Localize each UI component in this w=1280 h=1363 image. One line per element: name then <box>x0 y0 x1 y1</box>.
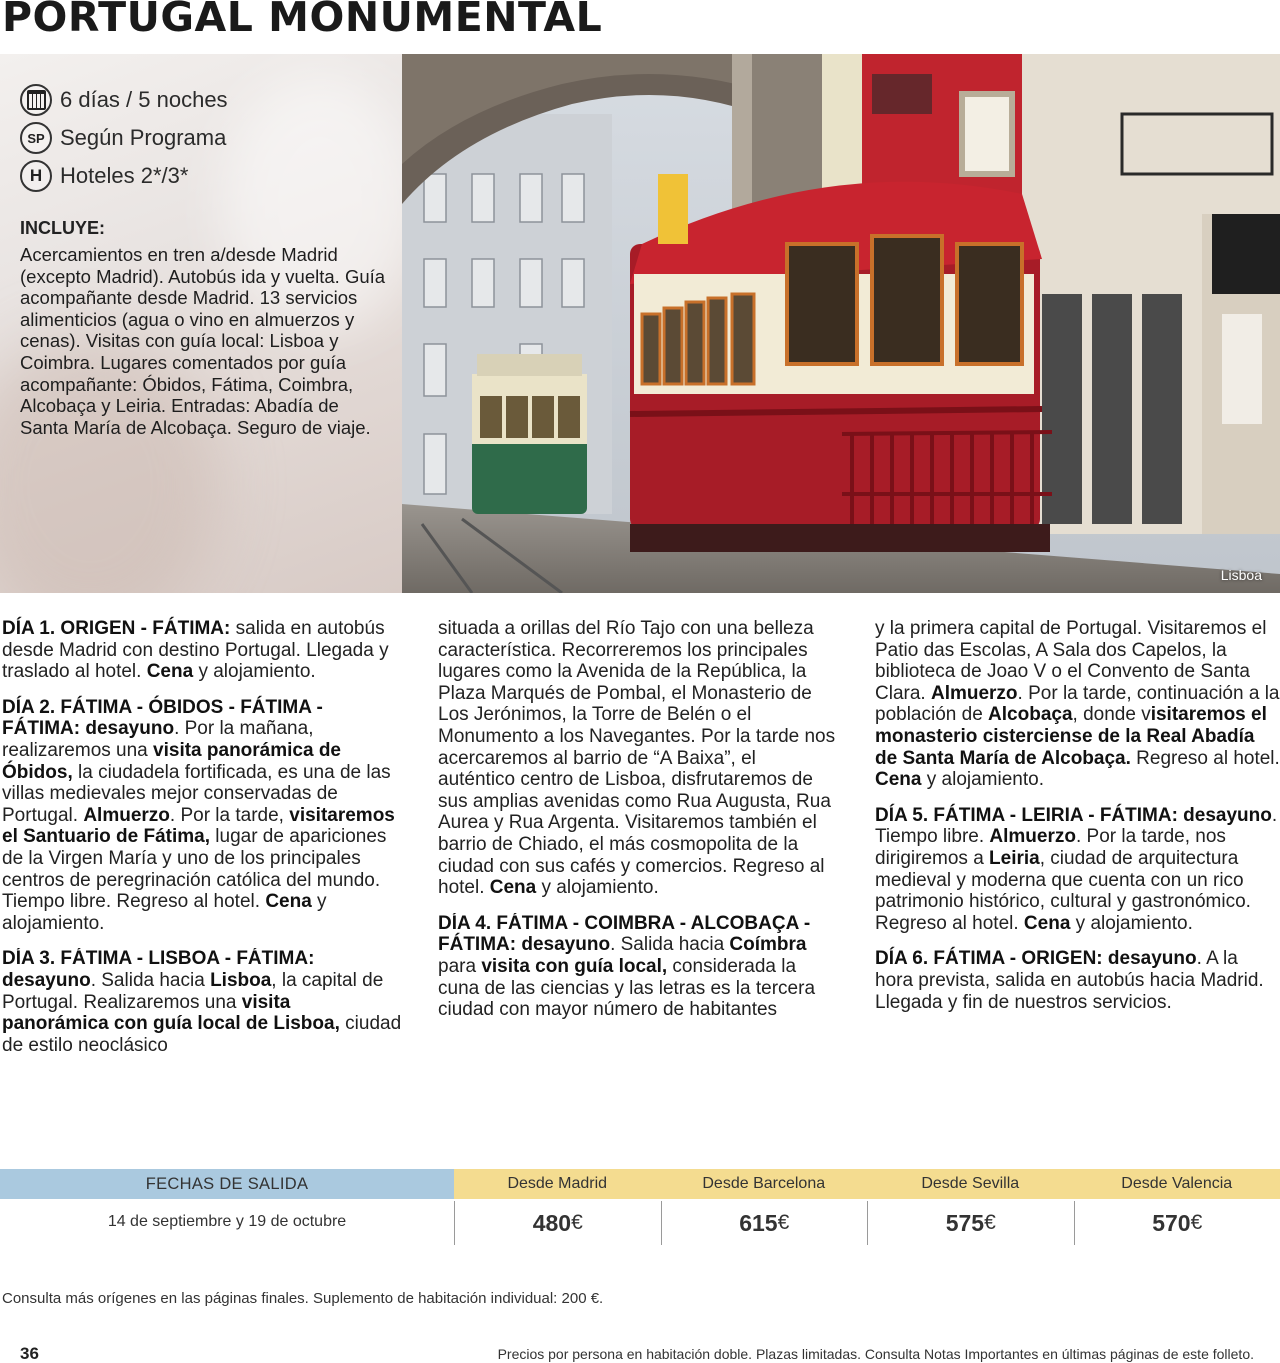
dates-header: FECHAS DE SALIDA <box>0 1169 454 1199</box>
day-bold: visitaremos el Santuario de Fátima, <box>2 804 395 848</box>
day-text: , la capital de Portugal. Realizaremos una <box>2 969 384 1013</box>
day-bold: Cena <box>875 769 922 791</box>
price-value: 480 <box>532 1209 572 1236</box>
price-value: 615 <box>739 1209 778 1236</box>
day-heading: DÍA 5. FÁTIMA - LEIRIA - FÁTIMA: desayuno <box>875 804 1272 826</box>
hotel-icon: H <box>20 160 52 192</box>
price-cell <box>661 1201 868 1245</box>
day-heading: DÍA 1. ORIGEN - FÁTIMA: <box>2 618 231 639</box>
day-text: y alojamiento. <box>536 877 659 899</box>
calendar-icon <box>20 84 52 116</box>
hotels-text: Hoteles 2*/3* <box>60 163 189 188</box>
day-bold: visita panorámica con guía local de Lisboa, <box>2 991 340 1035</box>
day-text: la ciudadela fortificada, es una de las villas medievales mejor conservadas de Portugal. <box>2 761 391 826</box>
itinerary-column-3 <box>875 618 1280 1027</box>
trip-summary-panel <box>0 54 402 593</box>
includes-text: Acercamientos en tren a/desde Madrid (excepto Madrid). Autobús ida y vuelta. Guía acompañante desde Madrid. 13 servicios alimenticios (agua o vino en almuerzos y cenas). Visitas con guía local: Lisboa y Coimbra. Lugares comentados por guía acompañante: Óbidos, Fátima, Coimbra, Alcobaça y Leiria. Entradas: Abadía de Santa María de Alcobaça. Seguro de viaje. <box>20 244 386 438</box>
day-bold: Cena <box>265 891 312 913</box>
day-bold: Almuerzo <box>930 682 1018 704</box>
day-bold: Almuerzo <box>83 804 170 826</box>
day-bold: Cena <box>489 877 537 899</box>
departure-dates: 14 de septiembre y 19 de octubre <box>107 1213 347 1230</box>
day-bold: Coímbra <box>729 934 807 956</box>
day-bold: visita con guía local, <box>481 955 668 977</box>
day-text: y alojamiento. <box>1070 912 1193 934</box>
sp-icon: SP <box>20 122 52 154</box>
day-text: . A la hora prevista, salida en autobús hacia Madrid. Llegada y fin de nuestros servicios. <box>875 948 1264 1013</box>
day-2 <box>2 697 402 935</box>
day-text: Regreso al hotel. <box>1130 747 1280 769</box>
city-header: Desde Madrid <box>454 1169 661 1199</box>
price-cell <box>1074 1201 1280 1245</box>
day-text: situada a orillas del Río Tajo con una belleza característica. Recorreremos los principales lugares como la Avenida de la República, la Plaza Marqués de Pombal, el Monasterio de Los Jerónimos, la Torre de Belén o el Monumento a los Navegantes. Por la tarde nos acercaremos al barrio de “A Baixa”, el auténtico centro de Lisboa, disfrutaremos de sus amplias avenidas como Rua Augusta, Rua Aurea y Rua Argenta. Visitaremos también el barrio de Chiado, el más cosmopolita de la ciudad con sus cafés y comercios. Regreso al hotel. <box>438 618 836 899</box>
price-table-row <box>0 1199 1280 1245</box>
day-text: . Salida hacia <box>90 969 211 991</box>
footnote: Consulta más orígenes en las páginas finales. Suplemento de habitación individual: 200 €. <box>2 1290 604 1307</box>
day-text: y alojamiento. <box>2 891 327 934</box>
day-bold: Alcobaça <box>988 704 1073 726</box>
day-text: . Por la tarde, <box>169 804 290 826</box>
city-header: Desde Barcelona <box>661 1169 868 1199</box>
day-bold: visita panorámica de Óbidos, <box>2 739 341 783</box>
itinerary-column-2 <box>438 618 838 1035</box>
day-bold: Cena <box>146 661 194 683</box>
day-6 <box>875 948 1280 1013</box>
day-bold: Cena <box>1023 912 1071 934</box>
day-3-continued <box>438 618 838 899</box>
price-table <box>0 1169 1280 1245</box>
day-4-continued <box>875 618 1280 791</box>
currency: € <box>984 1211 996 1234</box>
day-text: para <box>438 955 482 977</box>
hotels-row <box>20 160 188 192</box>
day-4 <box>438 913 838 1021</box>
includes-title: INCLUYE: <box>20 218 105 238</box>
meals-text: Según Programa <box>60 125 227 150</box>
day-bold: isitaremos el monasterio cisterciense de la Real Abadía de Santa María de Alcobaça. <box>875 704 1267 769</box>
city-header: Desde Sevilla <box>867 1169 1074 1199</box>
day-text: . Por la tarde, nos dirigiremos a <box>875 826 1226 869</box>
day-text: ciudad de estilo neoclásico <box>2 1013 402 1056</box>
day-heading: DÍA 2. FÁTIMA - ÓBIDOS - FÁTIMA - FÁTIMA: desayuno <box>2 696 323 740</box>
day-text: , ciudad de arquitectura medieval y moderna que cuenta con un rico patrimonio histórico, cultural y gastronómico. Regreso al hotel. <box>875 847 1251 934</box>
day-heading: DÍA 4. FÁTIMA - COIMBRA - ALCOBAÇA - FÁTIMA: desayuno <box>438 912 811 956</box>
day-1 <box>2 618 402 683</box>
day-text: . Salida hacia <box>610 934 730 956</box>
day-heading: DÍA 6. FÁTIMA - ORIGEN: desayuno <box>875 948 1197 970</box>
day-bold: Lisboa <box>210 969 272 991</box>
day-bold: Leiria <box>989 847 1040 869</box>
price-value: 575 <box>945 1209 985 1236</box>
itinerary-column-1 <box>2 618 402 1070</box>
currency: € <box>571 1211 583 1234</box>
day-bold: Almuerzo <box>989 826 1076 848</box>
day-5 <box>875 805 1280 935</box>
day-text: lugar de apariciones de la Virgen María y uno de los principales centros de peregrinación católica del mundo. Tiempo libre. Regreso al hotel. <box>2 826 387 913</box>
duration-text: 6 días / 5 noches <box>60 87 228 112</box>
lisbon-tram-photo <box>402 54 1280 593</box>
day-text: y alojamiento. <box>193 661 316 683</box>
tram-illustration <box>402 54 1280 593</box>
duration-row <box>20 84 228 116</box>
day-text: . Tiempo libre. <box>875 804 1278 848</box>
page-title: PORTUGAL MONUMENTAL <box>2 0 603 41</box>
day-text: y la primera capital de Portugal. Visitaremos el Patio das Escolas, A Sala dos Capelos, la biblioteca de Joao V o el Convento de Santa Clara. <box>875 618 1267 704</box>
day-text: salida en autobús desde Madrid con destino Portugal. Llegada y traslado al hotel. <box>2 618 389 683</box>
day-text: , donde v <box>1072 704 1151 726</box>
day-3 <box>2 948 402 1056</box>
price-cell <box>867 1201 1074 1245</box>
price-value: 570 <box>1152 1209 1191 1236</box>
day-text: y alojamiento. <box>921 769 1044 791</box>
page-number: 36 <box>20 1344 39 1363</box>
currency: € <box>1190 1211 1203 1234</box>
bottom-note: Precios por persona en habitación doble. Plazas limitadas. Consulta Notas Importantes en últimas páginas de este folleto. <box>497 1346 1254 1362</box>
city-header: Desde Valencia <box>1074 1169 1280 1199</box>
day-text: considerada la cuna de las ciencias y las letras es la tercera ciudad con mayor número de habitantes <box>438 955 816 1021</box>
day-heading: DÍA 3. FÁTIMA - LISBOA - FÁTIMA: desayuno <box>2 948 315 991</box>
day-text: . Por la tarde, continuación a la población de <box>875 682 1280 726</box>
currency: € <box>777 1211 790 1234</box>
day-text: . Por la mañana, realizaremos una <box>2 718 314 761</box>
photo-caption: Lisboa <box>1220 567 1262 583</box>
price-cell <box>454 1201 661 1245</box>
meals-row <box>20 122 226 154</box>
price-table-header <box>0 1169 1280 1199</box>
